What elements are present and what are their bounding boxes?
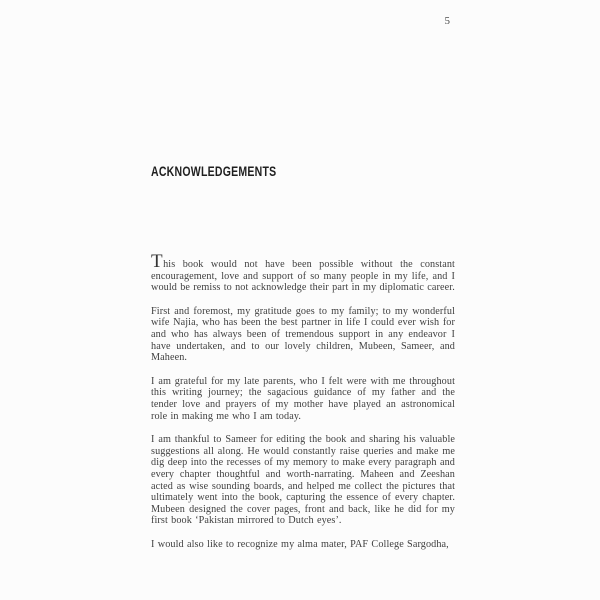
paragraph-4: I am thankful to Sameer for editing the book and sharing his valuable suggestions all along. He would constantly raise queries and make me dig deep into the recesses of my memory to make every paragraph and every chapter thoughtful and worth-narrating. Maheen and Zeeshan acted as wise sounding boards, and helped me collect the pictures that ultimately went into the book, capturing the essence of every chapter. Mubeen designed the cover pages, front and back, like he did for my first book ‘Pakistan mirrored to Dutch eyes’. — [151, 434, 455, 527]
paragraph-5: I would also like to recognize my alma mater, PAF College Sargodha, — [151, 538, 449, 550]
paragraph-1 — [151, 251, 455, 294]
page-content — [151, 0, 455, 600]
drop-cap-initial: T — [151, 251, 164, 272]
paragraph-1-text: his book would not have been possible without the constant encouragement, love and support of so many people in my life, and I would be remiss to not acknowledge their part in my diplomatic career. — [151, 259, 455, 294]
body-text — [151, 251, 455, 562]
page-number: 5 — [444, 15, 450, 27]
paragraph-2: First and foremost, my gratitude goes to my family; to my wonderful wife Najia, who has been the best partner in life I could ever wish for and who has always been of tremendous support in any endeavor I have undertaken, and to our lovely children, Mubeen, Sameer, and Maheen. — [151, 305, 455, 364]
chapter-heading: ACKNOWLEDGEMENTS — [151, 164, 277, 179]
paragraph-3: I am grateful for my late parents, who I felt were with me throughout this writing journey; the sagacious guidance of my father and the tender love and prayers of my mother have played an astronomical role in making me who I am today. — [151, 375, 455, 422]
